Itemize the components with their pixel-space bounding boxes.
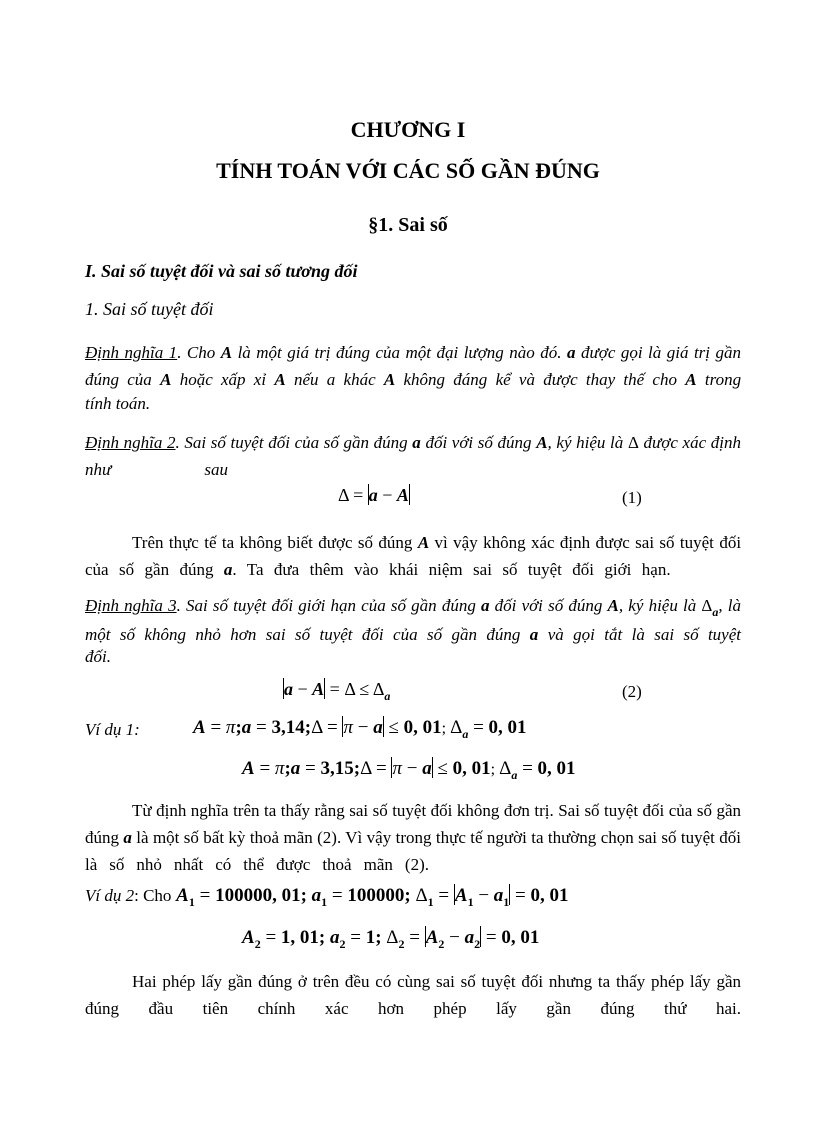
paragraph-2: Từ định nghĩa trên ta thấy rằng sai số tuyệt đối không đơn trị. Sai số tuyệt đối của số gần đúng a là một số bất kỳ thoả mãn (2). Vì vậy trong thực tế người ta thường chọn sai số tuyệt đối là số nhỏ nhất có thể được thoả mãn (2).	[85, 801, 742, 874]
example-1-line-2: A = π;a = 3,15;Δ = π − a ≤ 0, 01; $\Delta_a = 0$, 01	[242, 758, 576, 782]
subsection-heading: I. Sai số tuyệt đối và sai số tương đối	[85, 261, 358, 281]
chapter-heading: CHƯƠNG I	[350, 117, 466, 142]
definition-2-label: Định nghĩa 2	[85, 433, 176, 452]
definition-3: Định nghĩa 3. Sai số tuyệt đối giới hạn của số gần đúng a đối với số đúng A, ký hiệu là $\Delta_a$, là một số không nhỏ hơn sai số tuyệt đối của số gần đúng a và gọi tắt là sai số tuyệt	[85, 596, 742, 644]
definition-1-label: Định nghĩa 1	[85, 343, 178, 362]
equation-1: Δ = a − A	[338, 485, 409, 505]
example-1-label: Ví dụ 1:	[85, 720, 140, 739]
equation-2: $a - A = \Delta \le \Delta_a$	[284, 679, 391, 703]
paragraph-3: Hai phép lấy gần đúng ở trên đều có cùng sai số tuyệt đối nhưng ta thấy phép lấy gần đúng đầu tiên chính xác hơn phép lấy gần đúng thứ hai.	[85, 972, 741, 1018]
definition-3-end: đối.	[85, 647, 111, 666]
chapter-title: TÍNH TOÁN VỚI CÁC SỐ GẦN ĐÚNG	[216, 158, 600, 183]
subsubsection-heading: 1. Sai số tuyệt đối	[85, 299, 214, 319]
example-2-line-2: $A_2 = 1$, 01; $a_2 = 1$; $\Delta_2 = A_2 - a_2 = 0$, 01	[242, 927, 540, 951]
definition-1: Định nghĩa 1. Cho A là một giá trị đúng của một đại lượng nào đó. a được gọi là giá trị gần đúng của A hoặc xấp xỉ A nếu a khác A không đáng kể và được thay thế cho A trong	[85, 343, 742, 389]
equation-1-number: (1)	[622, 488, 642, 507]
example-1-line-1: A = π;a = 3,14;Δ = π − a ≤ 0, 01; $\Delta_a = 0$, 01	[193, 717, 527, 741]
example-2-line-1: Ví dụ 2: Cho $A_1 = 100000$, 01; $a_1 = 100000$; $\Delta_1 = A_1 - a_1 = 0$, 01	[85, 885, 569, 909]
section-title: §1. Sai số	[368, 214, 448, 236]
equation-2-number: (2)	[622, 682, 642, 701]
definition-3-label: Định nghĩa 3	[85, 596, 177, 615]
definition-1-end: tính toán.	[85, 394, 151, 413]
paragraph-1: Trên thực tế ta không biết được số đúng A vì vậy không xác định được sai số tuyệt đối của số gần đúng a. Ta đưa thêm vào khái niệm sai số tuyệt đối giới hạn.	[85, 533, 742, 579]
definition-2: Định nghĩa 2. Sai số tuyệt đối của số gần đúng a đối với số đúng A, ký hiệu là Δ được xác định như sau	[85, 433, 742, 479]
